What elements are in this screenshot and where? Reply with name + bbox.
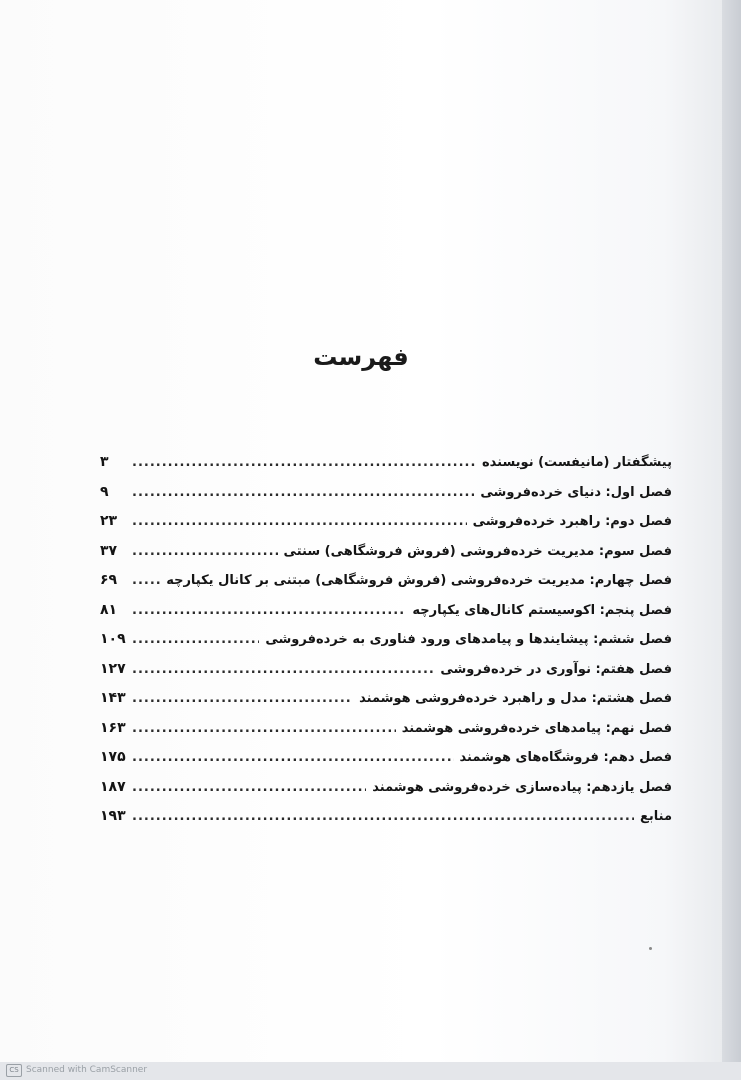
toc-dot-leader xyxy=(132,743,454,773)
toc-dot-leader xyxy=(132,625,259,655)
scanner-watermark xyxy=(6,1063,147,1077)
toc-entry-title: منابع xyxy=(640,809,672,824)
toc-entry xyxy=(100,743,672,773)
toc-entry-page-number: ۶۹ xyxy=(100,572,118,588)
toc-entry-title: فصل ششم: پیشایندها و پیامدهای ورود فناوری به خرده‌فروشی xyxy=(265,632,672,647)
toc-entry xyxy=(100,566,672,596)
watermark-text: Scanned with CamScanner xyxy=(26,1065,148,1075)
toc-entry xyxy=(100,625,672,655)
toc-entry-title: فصل هشتم: مدل و راهبرد خرده‌فروشی هوشمند xyxy=(359,691,672,706)
camscanner-icon: CS xyxy=(6,1064,22,1077)
toc-entry-page-number: ۱۶۳ xyxy=(100,719,126,736)
toc-entry-page-number: ۱۰۹ xyxy=(100,631,126,647)
page-title: فهرست xyxy=(313,343,409,371)
toc-entry-title: فصل یازدهم: پیاده‌سازی خرده‌فروشی هوشمند xyxy=(372,779,672,795)
toc-entry-page-number: ۲۳ xyxy=(100,513,118,529)
toc-entry-title: فصل دهم: فروشگاه‌های هوشمند xyxy=(459,750,672,765)
toc-entry xyxy=(100,684,672,714)
toc-dot-leader xyxy=(132,448,476,478)
toc-entry-title: پیشگفتار (مانیفست) نویسنده xyxy=(481,455,672,470)
toc-entry-title: فصل اول: دنیای خرده‌فروشی xyxy=(480,484,672,500)
toc-entry xyxy=(100,596,672,626)
toc-dot-leader xyxy=(132,714,396,744)
toc-entry-title: فصل نهم: پیامدهای خرده‌فروشی هوشمند xyxy=(401,720,672,736)
toc-entry-page-number: ۱۷۵ xyxy=(100,749,126,765)
toc-entry-page-number: ۱۸۷ xyxy=(100,778,126,795)
toc-dot-leader xyxy=(132,537,278,567)
toc-entry xyxy=(100,773,672,803)
toc-dot-leader xyxy=(132,684,353,714)
page-edge-shadow xyxy=(722,0,741,1062)
toc-entry-page-number: ۱۹۳ xyxy=(100,808,126,824)
toc-dot-leader xyxy=(132,507,467,537)
toc-entry xyxy=(100,448,672,478)
toc-entry-title: فصل سوم: مدیریت خرده‌فروشی (فروش فروشگاهی) سنتی xyxy=(283,543,672,559)
toc-entry-title: فصل دوم: راهبرد خرده‌فروشی xyxy=(472,514,672,529)
toc-dot-leader xyxy=(132,478,474,508)
toc-entry-title: فصل چهارم: مدیریت خرده‌فروشی (فروش فروشگاهی) مبتنی بر کانال یکپارچه xyxy=(166,573,672,588)
toc-entry-page-number: ۸۱ xyxy=(100,601,118,618)
toc-entry xyxy=(100,507,672,537)
toc-entry-page-number: ۳ xyxy=(100,454,109,470)
toc-entry xyxy=(100,802,672,832)
toc-entry-page-number: ۱۲۷ xyxy=(100,660,126,677)
toc-dot-leader xyxy=(132,596,406,626)
toc-dot-leader xyxy=(132,655,434,685)
toc-entry xyxy=(100,655,672,685)
toc-entry-title: فصل پنجم: اکوسیستم کانال‌های یکپارچه xyxy=(412,602,672,618)
toc-entry xyxy=(100,537,672,567)
toc-dot-leader xyxy=(132,566,160,596)
toc-dot-leader xyxy=(132,773,366,803)
toc-entry-page-number: ۱۴۳ xyxy=(100,690,126,706)
toc-entry-page-number: ۳۷ xyxy=(100,542,118,559)
toc-entry-page-number: ۹ xyxy=(100,483,109,500)
toc-entry-title: فصل هفتم: نوآوری در خرده‌فروشی xyxy=(440,661,672,677)
table-of-contents xyxy=(100,448,672,832)
scan-speck xyxy=(649,947,652,950)
toc-entry xyxy=(100,478,672,508)
toc-dot-leader xyxy=(132,802,634,832)
toc-entry xyxy=(100,714,672,744)
